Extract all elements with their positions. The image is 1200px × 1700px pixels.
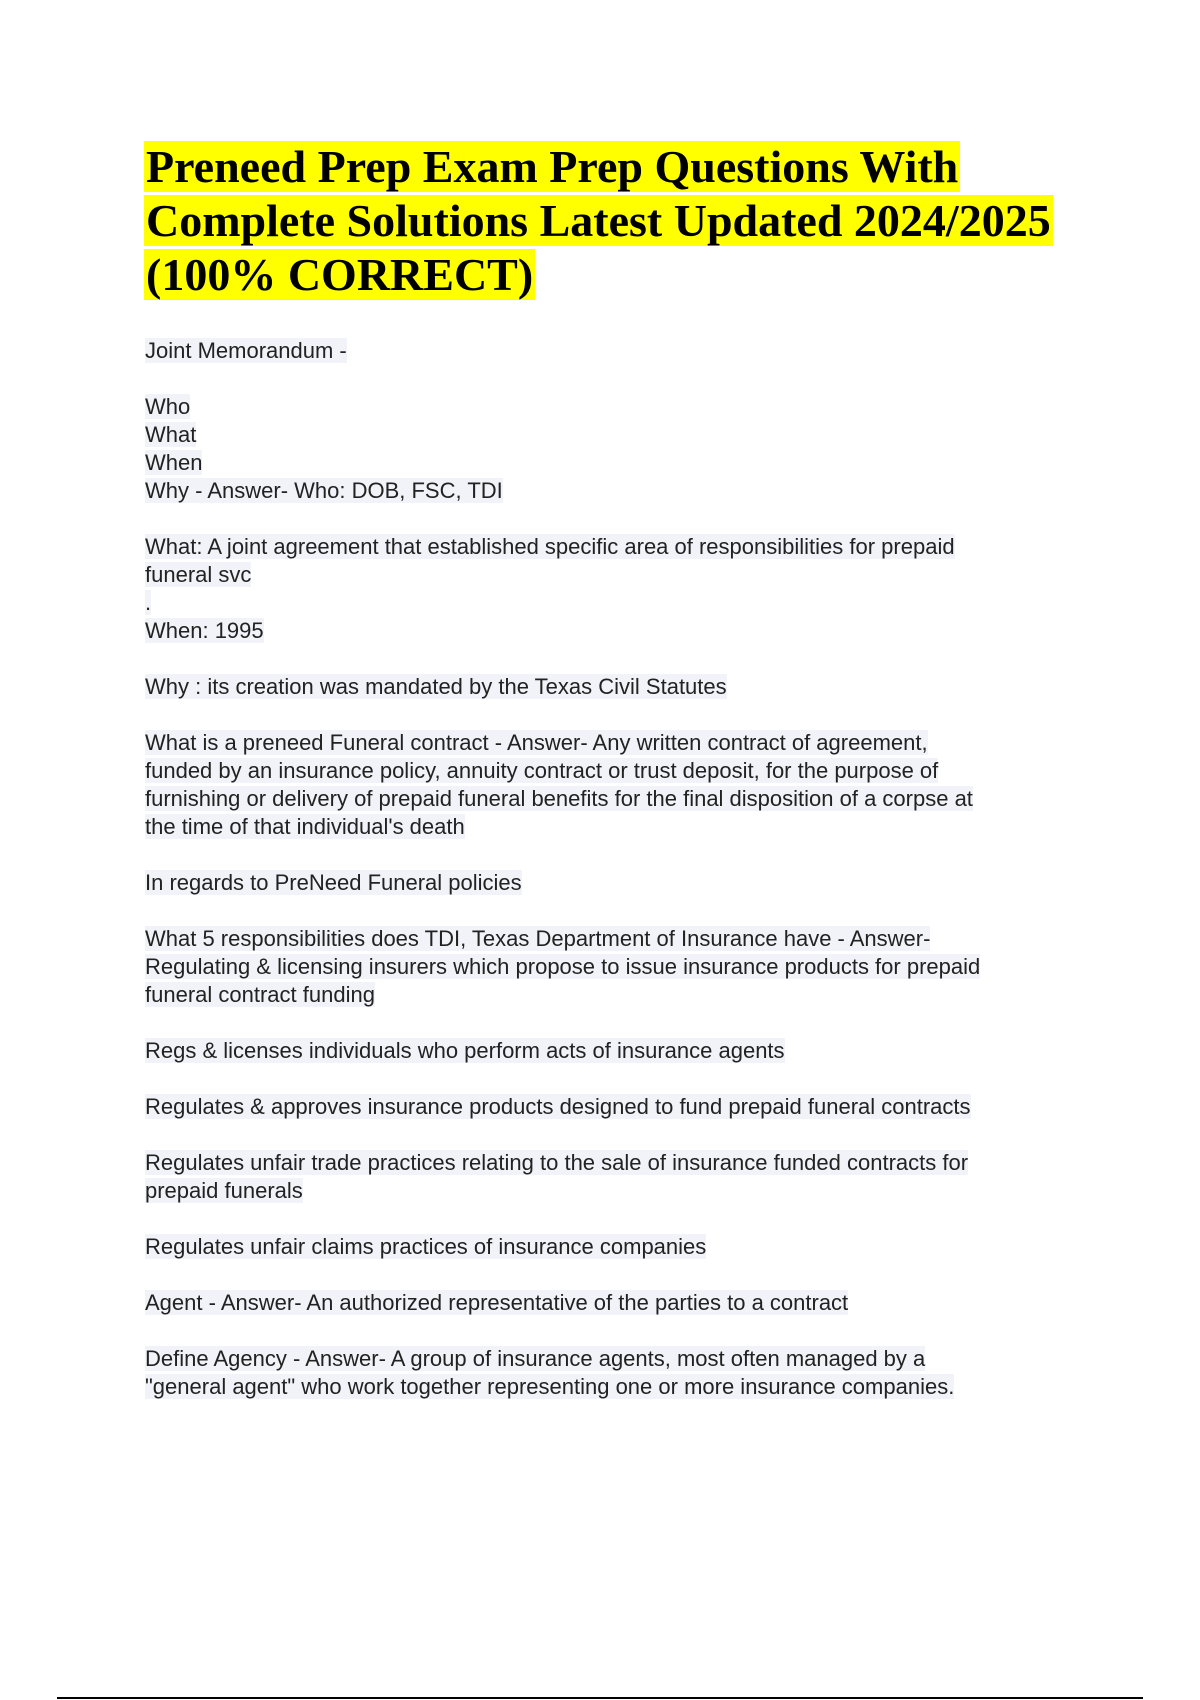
- text-line: [145, 1037, 1105, 1065]
- text-line: [145, 449, 1105, 477]
- line-text: funded by an insurance policy, annuity contract or trust deposit, for the purpose of: [145, 758, 939, 783]
- text-line: [145, 421, 1105, 449]
- text-line: [145, 1093, 1105, 1121]
- title-line-1: Preneed Prep Exam Prep Questions With: [146, 141, 959, 192]
- line-text: Regulates unfair claims practices of insurance companies: [145, 1234, 707, 1259]
- title-line-3: (100% CORRECT): [146, 249, 534, 300]
- line-text: .: [145, 590, 152, 615]
- line-text: Regulates & approves insurance products designed to fund prepaid funeral contracts: [145, 1094, 971, 1119]
- line-text: What is a preneed Funeral contract - Answer- Any written contract of agreement,: [145, 730, 928, 755]
- text-line: [145, 953, 1105, 981]
- text-line: [145, 1149, 1105, 1177]
- line-text: Agent - Answer- An authorized representative of the parties to a contract: [145, 1290, 849, 1315]
- document-body: [145, 337, 1105, 1401]
- bottom-divider: [57, 1697, 1143, 1699]
- text-line: [145, 785, 1105, 813]
- line-text: Regulates unfair trade practices relating to the sale of insurance funded contracts for: [145, 1150, 969, 1175]
- text-line: [145, 1289, 1105, 1317]
- text-line: [145, 477, 1105, 505]
- text-line: [145, 813, 1105, 841]
- line-text: funeral svc: [145, 562, 252, 587]
- line-text: Why : its creation was mandated by the Texas Civil Statutes: [145, 674, 727, 699]
- text-line: [145, 337, 1105, 365]
- line-text: the time of that individual's death: [145, 814, 465, 839]
- line-text: "general agent" who work together representing one or more insurance companies.: [145, 1374, 955, 1399]
- title-line-2: Complete Solutions Latest Updated 2024/2025: [146, 195, 1051, 246]
- line-text: In regards to PreNeed Funeral policies: [145, 870, 522, 895]
- line-text: Who: [145, 394, 191, 419]
- line-text: Regs & licenses individuals who perform acts of insurance agents: [145, 1038, 785, 1063]
- line-text: funeral contract funding: [145, 982, 375, 1007]
- text-line: [145, 1233, 1105, 1261]
- text-line: [145, 561, 1105, 589]
- line-text: What: [145, 422, 197, 447]
- text-line: [145, 1177, 1105, 1205]
- line-text: What: A joint agreement that established specific area of responsibilities for prepaid: [145, 534, 955, 559]
- text-line: [145, 393, 1105, 421]
- line-text: furnishing or delivery of prepaid funeral benefits for the final disposition of a corpse at: [145, 786, 973, 811]
- text-line: [145, 673, 1105, 701]
- document-title: [144, 140, 1124, 302]
- line-text: prepaid funerals: [145, 1178, 303, 1203]
- text-line: [145, 617, 1105, 645]
- line-text: When: 1995: [145, 618, 264, 643]
- text-line: [145, 729, 1105, 757]
- text-line: [145, 981, 1105, 1009]
- line-text: Why - Answer- Who: DOB, FSC, TDI: [145, 478, 503, 503]
- line-text: Joint Memorandum -: [145, 338, 347, 363]
- text-line: [145, 925, 1105, 953]
- text-line: [145, 1345, 1105, 1373]
- text-line: [145, 1373, 1105, 1401]
- text-line: [145, 757, 1105, 785]
- line-text: What 5 responsibilities does TDI, Texas Department of Insurance have - Answer-: [145, 926, 931, 951]
- text-line: [145, 589, 1105, 617]
- line-text: Define Agency - Answer- A group of insurance agents, most often managed by a: [145, 1346, 926, 1371]
- line-text: When: [145, 450, 203, 475]
- text-line: [145, 869, 1105, 897]
- text-line: [145, 533, 1105, 561]
- line-text: Regulating & licensing insurers which propose to issue insurance products for prepaid: [145, 954, 981, 979]
